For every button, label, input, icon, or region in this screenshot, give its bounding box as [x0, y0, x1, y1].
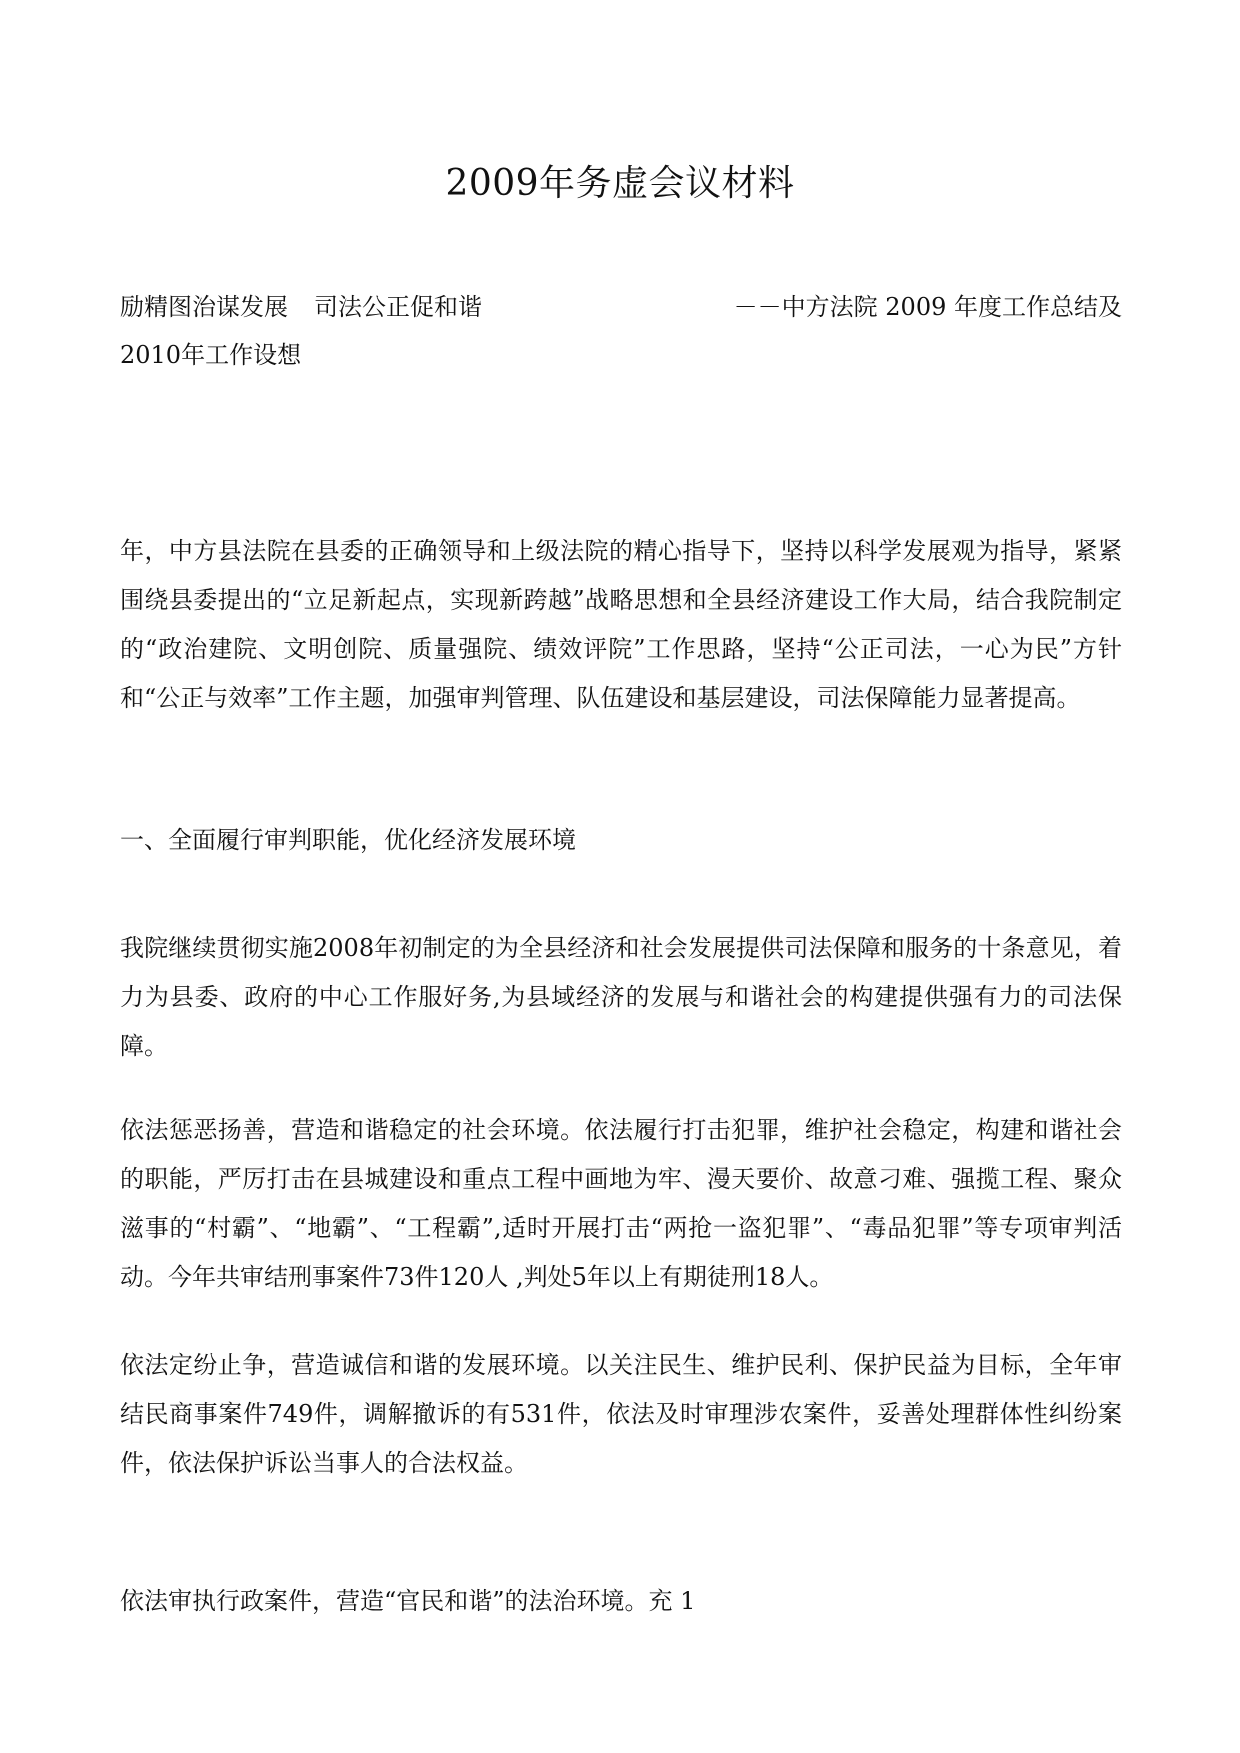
subtitle-report-name: －－中方法院 2009 年度工作总结及 [733, 293, 1122, 321]
document-subtitle [120, 283, 1122, 379]
subtitle-slogan [120, 283, 482, 331]
section-1-paragraph-3: 依法定纷止争，营造诚信和谐的发展环境。以关注民生、维护民利、保护民益为目标，全年审结民商事案件749件，调解撤诉的有531件，依法及时审理涉农案件，妥善处理群体性纠纷案件，依法保护诉讼当事人的合法权益。 [120, 1351, 1122, 1477]
subtitle-line-1 [120, 283, 1122, 331]
intro-paragraph: 年，中方县法院在县委的正确领导和上级法院的精心指导下，坚持以科学发展观为指导，紧紧围绕县委提出的“立足新起点，实现新跨越”战略思想和全县经济建设工作大局，结合我院制定的“政治建院、文明创院、质量强院、绩效评院”工作思路，坚持“公正司法，一心为民”方针和“公正与效率”工作主题，加强审判管理、队伍建设和基层建设，司法保障能力显著提高。 [120, 537, 1122, 712]
subtitle-slogan-part-2: 司法公正促和谐 [314, 293, 482, 321]
section-1-paragraph-1: 我院继续贯彻实施2008年初制定的为全县经济和社会发展提供司法保障和服务的十条意见，着力为县委、政府的中心工作服好务,为县域经济的发展与和谐社会的构建提供强有力的司法保障。 [120, 934, 1122, 1060]
subtitle-line-2: 2010年工作设想 [120, 341, 302, 369]
section-heading-1: 一、全面履行审判职能，优化经济发展环境 [120, 826, 576, 854]
subtitle-slogan-part-1: 励精图治谋发展 [120, 293, 288, 321]
section-1-paragraph-2: 依法惩恶扬善，营造和谐稳定的社会环境。依法履行打击犯罪，维护社会稳定，构建和谐社会的职能，严厉打击在县城建设和重点工程中画地为牢、漫天要价、故意刁难、强揽工程、聚众滋事的“村霸”、“地霸”、“工程霸”,适时开展打击“两抢一盗犯罪”、“毒品犯罪”等专项审判活动。今年共审结刑事案件73件120人 ,判处5年以上有期徒刑18人。 [120, 1116, 1122, 1291]
document-title: 2009年务虚会议材料 [445, 163, 795, 204]
section-1-paragraph-4: 依法审执行政案件，营造“官民和谐”的法治环境。充 1 [120, 1587, 696, 1615]
